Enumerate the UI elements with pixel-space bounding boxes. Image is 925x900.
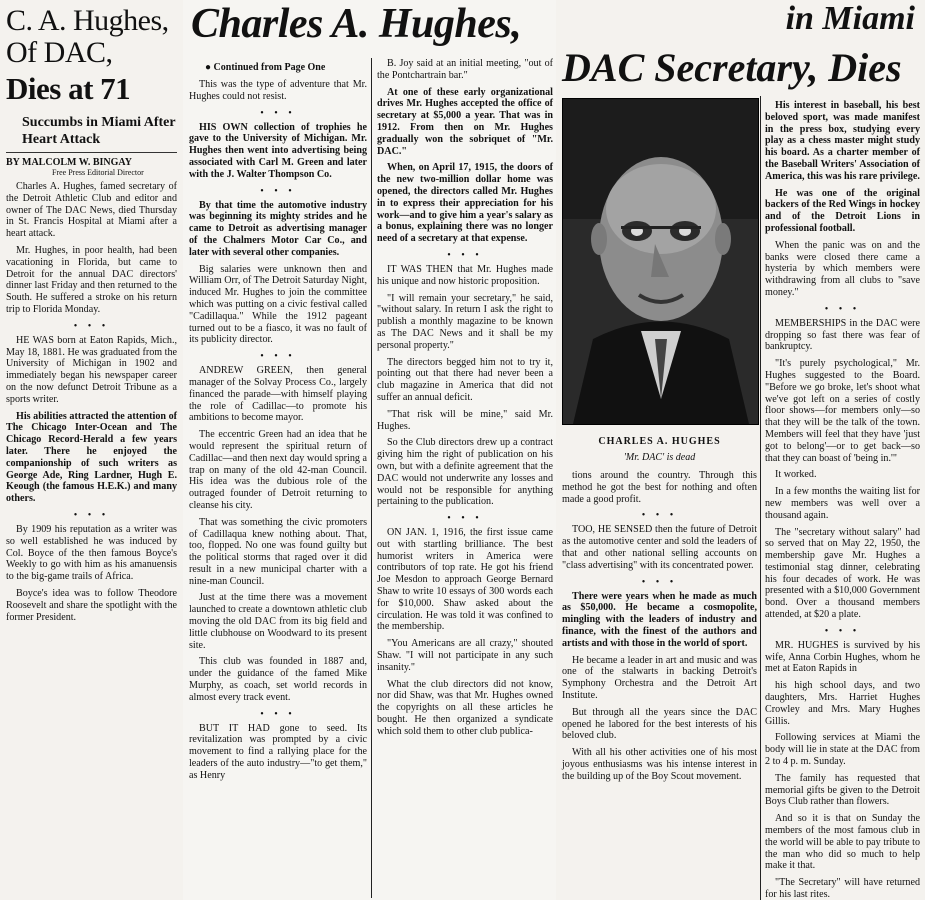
article-body [6,181,177,623]
text-column-left [189,60,367,787]
section-separator: • • • [260,708,296,720]
paragraph: Big salaries were unknown then and William Orr, of The Detroit Saturday Night, induced Mr. Hughes to join the committee which was putting on a civic festival called "Cadillaqua." While the 1912 pageant turned out to be a fiasco, it was no fault of its publicity director. [189,263,367,346]
text-column-left-body [189,79,367,782]
paragraph: MR. HUGHES is survived by his wife, Anna Corbin Hughes, whom he met at Eaton Rapids in [765,639,920,675]
paragraph: By 1909 his reputation as a writer was so well established he was induced by Col. Boyce of the then famous Boyce's Weekly to go with him as his amanuensis to the big-game trails of Africa. [6,523,177,583]
paragraph: The "secretary without salary" had so served that on May 22, 1950, the membership gave Mr. Hughes a testimonial stag dinner, celebrating his four decades of work. He was presented with a $10,000 Government bond. Over a thousand members attended, at $20 a plate. [765,526,920,621]
paragraph: His abilities attracted the attention of The Chicago Inter-Ocean and The Chicago Record-Herald a few years later. There he enjoyed the companionship of such writers as George Ade, Ring Lardner, Hugh E. Keough (the famous H.E.K.) and many others. [6,410,177,505]
paragraph: "That risk will be mine," said Mr. Hughes. [377,408,553,432]
section-separator: • • • [447,513,483,525]
paragraph: Mr. Hughes, in poor health, had been vacationing in Florida, but came to Detroit for the annual DAC directors' dinner last Friday and then returned to the South. He suffered a stroke on his return trip to Florida Monday. [6,244,177,315]
paragraph: There were years when he made as much as $50,000. He became a cosmopolite, mingling with the leaders of industry and finance, with the finest of the authors and artists and with those in the world of sport. [562,590,757,649]
headline-line-1: C. A. Hughes, [6,4,169,37]
paragraph: He became a leader in art and music and was one of the stalwarts in backing Detroit's Symphony Orchestra and the Detroit Art Institute. [562,654,757,701]
column-rule [371,58,372,898]
paragraph: Boyce's idea was to follow Theodore Roosevelt and share the spotlight with the former President. [6,587,177,623]
paragraph: The directors begged him not to try it, pointing out that there had never been a club magazine in America that did not suffer an annual deficit. [377,356,553,403]
section-separator: • • • [641,576,678,588]
paragraph: IT WAS THEN that Mr. Hughes made his unique and now historic proposition. [377,263,553,287]
paragraph: "You Americans are all crazy," shouted Shaw. "I will not participate in any such insanity." [377,638,553,673]
paragraph: When, on April 17, 1915, the doors of the new two-million dollar home was opened, the directors called Mr. Hughes in to express their appreciation for his work—and to give him a year's salary as a bonus, explaining there was no longer need of a secretary at that expense. [377,162,553,245]
paragraph: But through all the years since the DAC opened he labored for the best interests of his beloved club. [562,706,757,742]
photo-caption-name: CHARLES A. HUGHES [598,436,721,447]
paragraph: When the panic was on and the banks were closed there came a hysteria by which members were withdrawing from all clubs to "save money." [765,239,920,298]
article-clipping-col2 [183,0,558,900]
paragraph: So the Club directors drew up a contract giving him the right of publication on his own, but with a definite agreement that the DAC would not underwrite any losses and would not be responsible for anything pertaining to the publication. [377,437,553,508]
paragraph: At one of these early organizational drives Mr. Hughes accepted the office of secretary at $5,000 a year. That was in 1912. From then on Mr. Hughes gradually won the sobriquet of "Mr. DAC." [377,86,553,157]
article-clipping-col3 [556,0,925,900]
column-rule [760,96,761,900]
paragraph: The family has requested that memorial gifts be given to the Detroit Boys Club rather than flowers. [765,772,920,808]
banner-headline-top: in Miami [785,0,915,37]
text-column-below-photo-body [562,470,757,783]
section-separator: • • • [260,351,296,363]
section-separator: • • • [73,509,110,521]
paragraph: his high school days, and two daughters, Mrs. Harriet Hughes Crowley and Mrs. Mary Hughes Gillis. [765,680,920,727]
continued-label: Continued from Page One [213,62,326,73]
headline-line-2: Of DAC, [6,36,113,69]
subheadline: Succumbs in Miami After Heart Attack [22,115,176,147]
paragraph: HE WAS born at Eaton Rapids, Mich., May 18, 1881. He was graduated from the University of Michigan in 1902 and immediately began his newspaper career on the now defunct Detroit Tribune as a sports writer. [6,334,177,405]
text-column-below-photo [562,470,757,788]
paragraph: His interest in baseball, his best beloved sport, was made manifest in the press box, studying every play as a chess master might study his board. As a charter member of the Baseball Writers' Association of America, this was his rare privilege. [765,100,920,182]
paragraph: Charles A. Hughes, famed secretary of the Detroit Athletic Club and editor and owner of The DAC News, died Thursday in St. Francis Hospital at Miami after a heart attack. [6,181,177,240]
portrait-image [563,99,758,424]
text-column-right-body [377,58,553,738]
paragraph: "The Secretary" will have returned for his last rites. [765,877,920,900]
paragraph: By that time the automotive industry was beginning its mighty strides and he came to Detroit as advertising manager of the Chalmers Motor Car Co., and later with several other companies. [189,199,367,258]
divider [6,152,177,153]
section-separator: • • • [641,510,678,522]
photo-caption-subtitle: 'Mr. DAC' is dead [623,452,696,463]
byline-title: Free Press Editorial Director [52,168,144,177]
paragraph: It worked. [775,469,817,481]
paragraph: With all his other activities one of his most joyous enthusiasms was his intense interest in the building up of the Boy Scout movement. [562,747,757,782]
banner-headline-main: DAC Secretary, Dies [562,45,902,90]
paragraph: MEMBERSHIPS in the DAC were dropping so fast there was fear of bankruptcy. [765,317,920,353]
paragraph: This club was founded in 1887 and, under the guidance of the famed Mike Murphy, as coach, set world records in almost every track event. [189,656,367,703]
text-column-right-body [765,100,920,900]
paragraph: In a few months the waiting list for new members was well over a thousand again. [765,486,920,521]
paragraph: TOO, HE SENSED then the future of Detroit as the automotive center and sold the leaders of that and other national selling accounts on "class advertising" with its concentrated power. [562,524,757,571]
paragraph: HIS OWN collection of trophies he gave to the University of Michigan. Mr. Hughes then went into advertising being associated with Carl M. Green and later with the J. Walter Thompson Co. [189,121,367,180]
text-column-right [765,100,920,900]
section-separator: • • • [824,625,861,637]
byline: BY MALCOLM W. BINGAY [6,157,132,168]
paragraph: ON JAN. 1, 1916, the first issue came out with startling brilliance. The best humorist writers in America were contributors of top rate. He got his friend Joe Mesdon to approach George Bernard Shaw to write 10 essays of 300 words each for $10,000. Shaw asked about the circulation. He was told it was confined to the membership. [377,527,553,633]
continued-note: ● Continued from Page One [205,62,326,73]
banner-headline: Charles A. Hughes, [191,1,522,47]
paragraph: The eccentric Green had an idea that he would represent the spiritual return of Cadillac—and then next day would spring a trap on many of the old 42-man Council. His idea was the dubious role of the outraged founder of Detroit returning to cleanse his city. [189,429,367,511]
section-separator: • • • [824,303,861,315]
headline-line-3: Dies at 71 [6,71,131,106]
text-column-right [377,58,553,743]
section-separator: • • • [447,249,483,261]
section-separator: • • • [73,320,110,332]
article-clipping-col1 [0,0,183,900]
paragraph: "I will remain your secretary," he said, "without salary. In return I ask the right to publish a monthly magazine to be known as The DAC News and it shall be my personal property." [377,292,553,351]
section-separator: • • • [260,185,296,197]
paragraph: tions around the country. Through this method he got the best for nothing and often made a good profit. [562,470,757,505]
portrait-photo [562,98,759,425]
paragraph: That was something the civic promoters of Cadillaqua knew nothing about. That, too, flopped. No one was found guilty but the political storms that raged over it did result in a new municipal charter with a nine-man Council. [189,516,367,587]
paragraph: BUT IT HAD gone to seed. Its revitalization was prompted by a civic movement to find a rallying place for the leaders of the auto industry—"to get them," as Henry [189,722,367,781]
paragraph: This was the type of adventure that Mr. Hughes could not resist. [189,79,367,102]
paragraph: Just at the time there was a movement launched to create a downtown athletic club moving the old DAC from its big field and little clubhouse on Woodward to its present site. [189,592,367,651]
paragraph: ANDREW GREEN, then general manager of the Solvay Process Co., largely financed the parade—with himself playing the role of Cadillac—to promote his ambitions to become mayor. [189,365,367,424]
paragraph: What the club directors did not know, nor did Shaw, was that Mr. Hughes owned the copyrights on all these articles he bought. He then organized a syndicate which sold them to other club publica- [377,678,553,737]
paragraph: And so it is that on Sunday the members of the most famous club in the world will be able to pay tribute to the man who did so much to help make it that. [765,813,920,872]
paragraph: He was one of the original backers of the Red Wings in hockey and of the Detroit Lions in professional football. [765,187,920,234]
section-separator: • • • [260,107,296,119]
paragraph: B. Joy said at an initial meeting, "out of the Pontchartrain bar." [377,58,553,81]
paragraph: Following services at Miami the body will lie in state at the DAC from 2 to 4 p. m. Sunday. [765,732,920,768]
paragraph: "It's purely psychological," Mr. Hughes suggested to the Board. "Before we go broke, let's shoot what we've got left on a series of costly floor shows—for members only—so that they will be the talk of the town. Members will feel that they have 'just got to belong'—or to get back—so that they can boast of 'being in.'" [765,358,920,464]
